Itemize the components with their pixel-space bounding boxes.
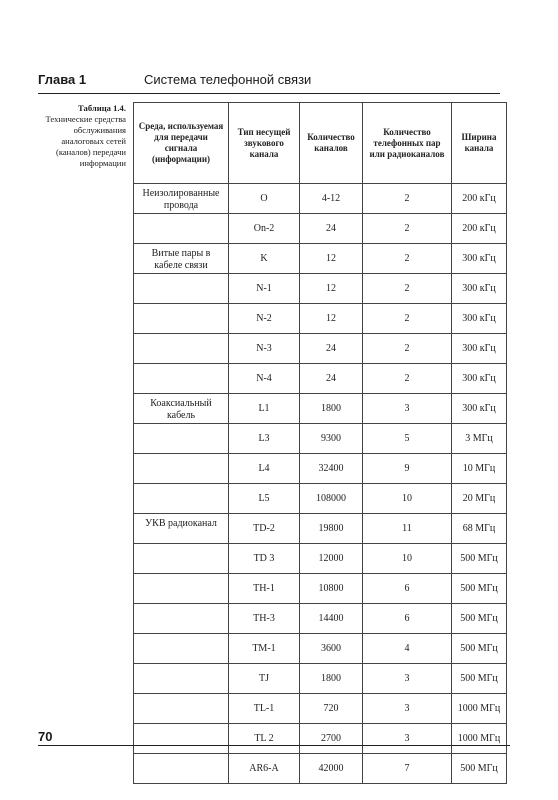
cell-channel-count: 1800	[300, 394, 363, 424]
table-body	[134, 184, 507, 784]
cell-carrier-type: TH-1	[229, 574, 300, 604]
cell-pairs: 5	[363, 424, 452, 454]
table-row	[134, 454, 507, 484]
cell-carrier-type: L4	[229, 454, 300, 484]
table-row	[134, 514, 507, 544]
cell-bandwidth: 68 МГц	[452, 514, 507, 544]
cell-bandwidth: 300 кГц	[452, 244, 507, 274]
cell-medium	[134, 334, 229, 364]
cell-carrier-type: On-2	[229, 214, 300, 244]
table-row	[134, 334, 507, 364]
cell-carrier-type: L5	[229, 484, 300, 514]
cell-pairs: 3	[363, 694, 452, 724]
cell-channel-count: 2700	[300, 724, 363, 754]
cell-pairs: 2	[363, 244, 452, 274]
table-row	[134, 394, 507, 424]
cell-bandwidth: 200 кГц	[452, 184, 507, 214]
cell-medium	[134, 574, 229, 604]
cell-bandwidth: 500 МГц	[452, 604, 507, 634]
cell-medium	[134, 634, 229, 664]
table-row	[134, 694, 507, 724]
cell-bandwidth: 500 МГц	[452, 574, 507, 604]
cell-medium: Коаксиальный кабель	[134, 394, 229, 424]
cell-channel-count: 720	[300, 694, 363, 724]
cell-bandwidth: 300 кГц	[452, 304, 507, 334]
cell-channel-count: 108000	[300, 484, 363, 514]
cell-medium	[134, 664, 229, 694]
cell-medium	[134, 754, 229, 784]
cell-channel-count: 24	[300, 334, 363, 364]
cell-medium: Витые пары в кабеле связи	[134, 244, 229, 274]
cell-medium: Неизолированные провода	[134, 184, 229, 214]
cell-pairs: 2	[363, 364, 452, 394]
cell-carrier-type: L1	[229, 394, 300, 424]
cell-bandwidth: 300 кГц	[452, 274, 507, 304]
cell-medium	[134, 364, 229, 394]
cell-medium	[134, 604, 229, 634]
table-row	[134, 214, 507, 244]
cell-pairs: 2	[363, 304, 452, 334]
cell-bandwidth: 300 кГц	[452, 334, 507, 364]
cell-medium	[134, 304, 229, 334]
cell-pairs: 10	[363, 544, 452, 574]
footer-rule	[38, 745, 510, 746]
cell-channel-count: 24	[300, 214, 363, 244]
cell-channel-count: 3600	[300, 634, 363, 664]
cell-medium	[134, 724, 229, 754]
cell-bandwidth: 300 кГц	[452, 394, 507, 424]
cell-channel-count: 24	[300, 364, 363, 394]
cell-carrier-type: TJ	[229, 664, 300, 694]
cell-pairs: 7	[363, 754, 452, 784]
cell-bandwidth: 500 МГц	[452, 634, 507, 664]
cell-bandwidth: 200 кГц	[452, 214, 507, 244]
cell-medium	[134, 544, 229, 574]
cell-carrier-type: N-4	[229, 364, 300, 394]
cell-pairs: 9	[363, 454, 452, 484]
cell-carrier-type: N-3	[229, 334, 300, 364]
cell-channel-count: 12	[300, 244, 363, 274]
cell-bandwidth: 20 МГц	[452, 484, 507, 514]
table-row	[134, 244, 507, 274]
cell-bandwidth: 1000 МГц	[452, 694, 507, 724]
table-row	[134, 184, 507, 214]
table-row	[134, 424, 507, 454]
chapter-label: Глава 1	[38, 72, 87, 87]
table-row	[134, 544, 507, 574]
cell-bandwidth: 500 МГц	[452, 664, 507, 694]
table-row	[134, 274, 507, 304]
column-header-channel-count: Количество каналов	[300, 103, 363, 184]
cell-pairs: 2	[363, 274, 452, 304]
cell-medium	[134, 214, 229, 244]
table-row	[134, 574, 507, 604]
cell-medium	[134, 484, 229, 514]
cell-carrier-type: N-2	[229, 304, 300, 334]
cell-pairs: 6	[363, 574, 452, 604]
cell-pairs: 2	[363, 214, 452, 244]
table-row	[134, 364, 507, 394]
cell-carrier-type: K	[229, 244, 300, 274]
table-caption-label: Таблица 1.4.	[78, 103, 126, 113]
cell-carrier-type: O	[229, 184, 300, 214]
header-rule	[38, 93, 500, 94]
cell-channel-count: 9300	[300, 424, 363, 454]
cell-pairs: 2	[363, 184, 452, 214]
cell-pairs: 6	[363, 604, 452, 634]
page-number: 70	[38, 729, 53, 744]
cell-carrier-type: AR6-A	[229, 754, 300, 784]
column-header-bandwidth: Ширина канала	[452, 103, 507, 184]
table-caption	[40, 103, 126, 169]
chapter-title: Система телефонной связи	[144, 72, 312, 87]
table-header-row	[134, 103, 507, 184]
cell-medium: УКВ радиоканал	[134, 514, 229, 544]
cell-medium	[134, 694, 229, 724]
cell-channel-count: 12	[300, 304, 363, 334]
cell-bandwidth: 500 МГц	[452, 754, 507, 784]
column-header-medium: Среда, используемая для передачи сигнала (информации)	[134, 103, 229, 184]
cell-carrier-type: TD 3	[229, 544, 300, 574]
cell-medium	[134, 424, 229, 454]
table-row	[134, 754, 507, 784]
cell-medium	[134, 274, 229, 304]
cell-medium	[134, 454, 229, 484]
cell-channel-count: 14400	[300, 604, 363, 634]
cell-bandwidth: 300 кГц	[452, 364, 507, 394]
table-row	[134, 604, 507, 634]
cell-channel-count: 4-12	[300, 184, 363, 214]
table-row	[134, 304, 507, 334]
cell-carrier-type: N-1	[229, 274, 300, 304]
cell-pairs: 4	[363, 634, 452, 664]
cell-bandwidth: 500 МГц	[452, 544, 507, 574]
cell-pairs: 3	[363, 724, 452, 754]
cell-pairs: 10	[363, 484, 452, 514]
cell-channel-count: 10800	[300, 574, 363, 604]
table-row	[134, 664, 507, 694]
cell-channel-count: 42000	[300, 754, 363, 784]
cell-pairs: 3	[363, 664, 452, 694]
cell-carrier-type: L3	[229, 424, 300, 454]
cell-carrier-type: TD-2	[229, 514, 300, 544]
cell-channel-count: 19800	[300, 514, 363, 544]
table-caption-text: Технические средства обслуживания аналоговых сетей (каналов) передачи информации	[45, 114, 126, 168]
cell-channel-count: 32400	[300, 454, 363, 484]
cell-pairs: 3	[363, 394, 452, 424]
cell-carrier-type: TM-1	[229, 634, 300, 664]
cell-carrier-type: TH-3	[229, 604, 300, 634]
column-header-pairs: Количество телефонных пар или радиоканалов	[363, 103, 452, 184]
cell-pairs: 11	[363, 514, 452, 544]
cell-bandwidth: 1000 МГц	[452, 724, 507, 754]
data-table	[133, 102, 507, 784]
column-header-carrier-type: Тип несущей звукового канала	[229, 103, 300, 184]
running-header	[38, 72, 500, 94]
table-row	[134, 634, 507, 664]
cell-bandwidth: 3 МГц	[452, 424, 507, 454]
cell-channel-count: 12000	[300, 544, 363, 574]
cell-channel-count: 12	[300, 274, 363, 304]
cell-pairs: 2	[363, 334, 452, 364]
table-row	[134, 724, 507, 754]
cell-carrier-type: TL 2	[229, 724, 300, 754]
cell-carrier-type: TL-1	[229, 694, 300, 724]
cell-bandwidth: 10 МГц	[452, 454, 507, 484]
cell-channel-count: 1800	[300, 664, 363, 694]
table-row	[134, 484, 507, 514]
